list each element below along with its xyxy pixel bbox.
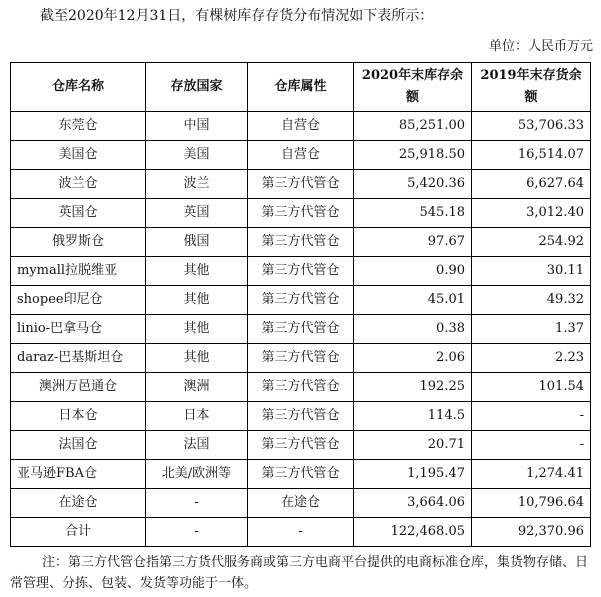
cell-2020-balance: 1,195.47 <box>354 460 472 489</box>
cell-warehouse-name: daraz-巴基斯坦仓 <box>11 344 146 373</box>
cell-warehouse-type: 第三方代管仓 <box>248 460 354 489</box>
table-row <box>11 228 591 257</box>
cell-warehouse-type: 在途仓 <box>248 489 354 518</box>
footnote: 注：第三方代管仓指第三方货代服务商或第三方电商平台提供的电商标准仓库，集货物存储、日常管理、分拣、包装、发货等功能于一体。 <box>10 555 589 591</box>
cell-2020-balance: 85,251.00 <box>354 112 472 141</box>
table-row <box>11 257 591 286</box>
table-row <box>11 170 591 199</box>
cell-country: 中国 <box>146 112 248 141</box>
cell-2019-balance: 6,627.64 <box>472 170 591 199</box>
cell-2020-balance: 192.25 <box>354 373 472 402</box>
cell-2020-balance: 97.67 <box>354 228 472 257</box>
cell-country: - <box>146 489 248 518</box>
cell-warehouse-type: 第三方代管仓 <box>248 228 354 257</box>
cell-2019-balance: 101.54 <box>472 373 591 402</box>
cell-2020-balance: 3,664.06 <box>354 489 472 518</box>
inventory-table <box>10 62 591 547</box>
cell-country: 俄国 <box>146 228 248 257</box>
cell-warehouse-name: linio-巴拿马仓 <box>11 315 146 344</box>
cell-warehouse-type: 第三方代管仓 <box>248 170 354 199</box>
total-row <box>11 518 591 547</box>
cell-warehouse-name: 澳洲万邑通仓 <box>11 373 146 402</box>
cell-2019-balance: 30.11 <box>472 257 591 286</box>
cell-warehouse-name: 合计 <box>11 518 146 547</box>
cell-2019-balance: 49.32 <box>472 286 591 315</box>
table-row <box>11 402 591 431</box>
cell-2019-balance: 1,274.41 <box>472 460 591 489</box>
cell-2019-balance: 53,706.33 <box>472 112 591 141</box>
cell-country: 英国 <box>146 199 248 228</box>
cell-warehouse-name: 英国仓 <box>11 199 146 228</box>
cell-2019-balance: 10,796.64 <box>472 489 591 518</box>
cell-country: - <box>146 518 248 547</box>
cell-2019-balance: 254.92 <box>472 228 591 257</box>
cell-warehouse-type: 第三方代管仓 <box>248 315 354 344</box>
cell-warehouse-name: shopee印尼仓 <box>11 286 146 315</box>
cell-warehouse-name: 波兰仓 <box>11 170 146 199</box>
cell-warehouse-type: 第三方代管仓 <box>248 402 354 431</box>
table-row <box>11 431 591 460</box>
cell-warehouse-type: 第三方代管仓 <box>248 199 354 228</box>
cell-warehouse-name: 在途仓 <box>11 489 146 518</box>
cell-warehouse-type: 第三方代管仓 <box>248 373 354 402</box>
cell-2019-balance: 92,370.96 <box>472 518 591 547</box>
header-2019-balance: 2019年末存货余额 <box>472 63 591 112</box>
table-row <box>11 112 591 141</box>
cell-warehouse-type: 自营仓 <box>248 141 354 170</box>
cell-warehouse-name: 日本仓 <box>11 402 146 431</box>
cell-country: 澳洲 <box>146 373 248 402</box>
cell-2020-balance: 0.38 <box>354 315 472 344</box>
cell-warehouse-name: mymall拉脱维亚 <box>11 257 146 286</box>
cell-country: 美国 <box>146 141 248 170</box>
cell-2020-balance: 545.18 <box>354 199 472 228</box>
cell-country: 北美/欧洲等 <box>146 460 248 489</box>
cell-warehouse-name: 亚马逊FBA仓 <box>11 460 146 489</box>
cell-warehouse-type: - <box>248 518 354 547</box>
cell-2020-balance: 2.06 <box>354 344 472 373</box>
cell-warehouse-name: 东莞仓 <box>11 112 146 141</box>
cell-country: 波兰 <box>146 170 248 199</box>
cell-warehouse-type: 第三方代管仓 <box>248 286 354 315</box>
cell-country: 其他 <box>146 257 248 286</box>
cell-2019-balance: - <box>472 431 591 460</box>
cell-2020-balance: 20.71 <box>354 431 472 460</box>
cell-2020-balance: 114.5 <box>354 402 472 431</box>
header-country: 存放国家 <box>146 63 248 112</box>
header-warehouse-type: 仓库属性 <box>248 63 354 112</box>
cell-2020-balance: 122,468.05 <box>354 518 472 547</box>
cell-country: 日本 <box>146 402 248 431</box>
cell-country: 法国 <box>146 431 248 460</box>
table-row <box>11 373 591 402</box>
table-row <box>11 141 591 170</box>
table-row <box>11 460 591 489</box>
cell-2019-balance: 16,514.07 <box>472 141 591 170</box>
header-2020-balance: 2020年末库存余额 <box>354 63 472 112</box>
cell-2020-balance: 25,918.50 <box>354 141 472 170</box>
cell-2020-balance: 45.01 <box>354 286 472 315</box>
cell-2019-balance: 1.37 <box>472 315 591 344</box>
table-row <box>11 344 591 373</box>
cell-country: 其他 <box>146 315 248 344</box>
table-row <box>11 199 591 228</box>
cell-2020-balance: 0.90 <box>354 257 472 286</box>
cell-warehouse-name: 美国仓 <box>11 141 146 170</box>
table-row <box>11 489 591 518</box>
intro-text: 截至2020年12月31日，有棵树库存存货分布情况如下表所示： <box>40 8 434 24</box>
cell-2019-balance: 3,012.40 <box>472 199 591 228</box>
cell-warehouse-type: 第三方代管仓 <box>248 431 354 460</box>
cell-warehouse-name: 俄罗斯仓 <box>11 228 146 257</box>
cell-warehouse-type: 第三方代管仓 <box>248 344 354 373</box>
header-warehouse-name: 仓库名称 <box>11 63 146 112</box>
cell-country: 其他 <box>146 344 248 373</box>
cell-warehouse-type: 第三方代管仓 <box>248 257 354 286</box>
cell-2019-balance: 2.23 <box>472 344 591 373</box>
cell-2019-balance: - <box>472 402 591 431</box>
cell-country: 其他 <box>146 286 248 315</box>
unit-label: 单位：人民币万元 <box>488 39 593 54</box>
table-row <box>11 315 591 344</box>
cell-warehouse-type: 自营仓 <box>248 112 354 141</box>
cell-2020-balance: 5,420.36 <box>354 170 472 199</box>
table-header-row <box>11 63 591 112</box>
table-row <box>11 286 591 315</box>
cell-warehouse-name: 法国仓 <box>11 431 146 460</box>
